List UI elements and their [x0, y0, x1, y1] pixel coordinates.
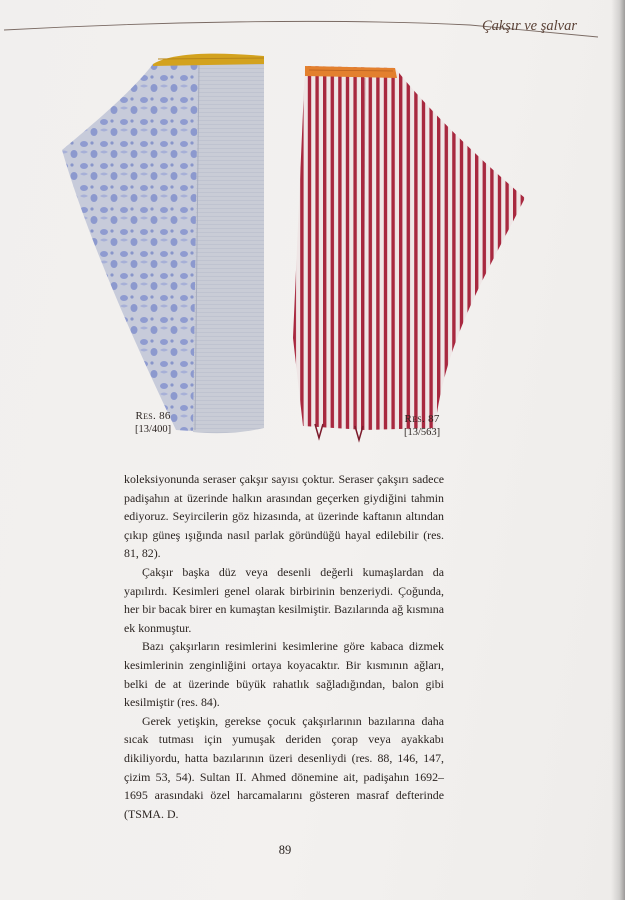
- paragraph: Bazı çakşırların resimlerini kesimlerine göre kabaca dizmek kesimlerinin zenginliğini ortaya koyacaktır. Bir kısmının ağları, belki de at üzerinde büyük rahatlık sağladığından, balon gibi kesilmiştir (res. 84).: [124, 639, 444, 710]
- figure-code: [13/400]: [135, 424, 172, 435]
- figure-caption-res-87: [404, 413, 440, 439]
- page-number: 89: [278, 843, 292, 857]
- garment-image-res-87: [285, 58, 530, 443]
- paragraph: koleksiyonunda seraser çakşır sayısı çoktur. Seraser çakşırı sadece padişahın at üzerinde halkın arasından geçerken giydiğini tahmin ediyoruz. Seyircilerin göz hizasında, at üzerinde kaftanın altından çıkıp güneş ışığında nasıl parlak göründüğü hayal edilebilir (res. 81, 82).: [124, 472, 444, 561]
- paragraph: Çakşır başka düz veya desenli değerli kumaşlardan da yapılırdı. Kesimleri genel olarak birbirinin benzeriydi. Çoğunda, her bir bacak birer en kumaştan kesilmiştir. Bazılarında ağ kısmına ek konmuştur.: [124, 564, 444, 635]
- garment-image-res-86: [58, 50, 273, 440]
- paragraph: Gerek yetişkin, gerekse çocuk çakşırlarının bazılarına daha sıcak tutması için yumuşak deriden çorap veya ayakkabı dikiliyordu, hatta bazılarının üzeri desenliydi (res. 88, 146, 147, çizim 53, 54). Sultan II. Ahmed dönemine ait, padişahın 1692–1695 arasındaki özel harcamalarını gösteren masraf defterinde (TSMA. D.: [124, 713, 444, 821]
- page-edge-shadow: [611, 0, 625, 900]
- figure-label: Res. 86: [135, 410, 171, 422]
- figure-caption-res-86: [135, 410, 171, 436]
- figure-code: [13/563]: [404, 427, 441, 438]
- figure-label: Res. 87: [404, 413, 440, 425]
- body-text: [124, 470, 444, 823]
- running-head: Çakşır ve şalvar: [481, 18, 577, 34]
